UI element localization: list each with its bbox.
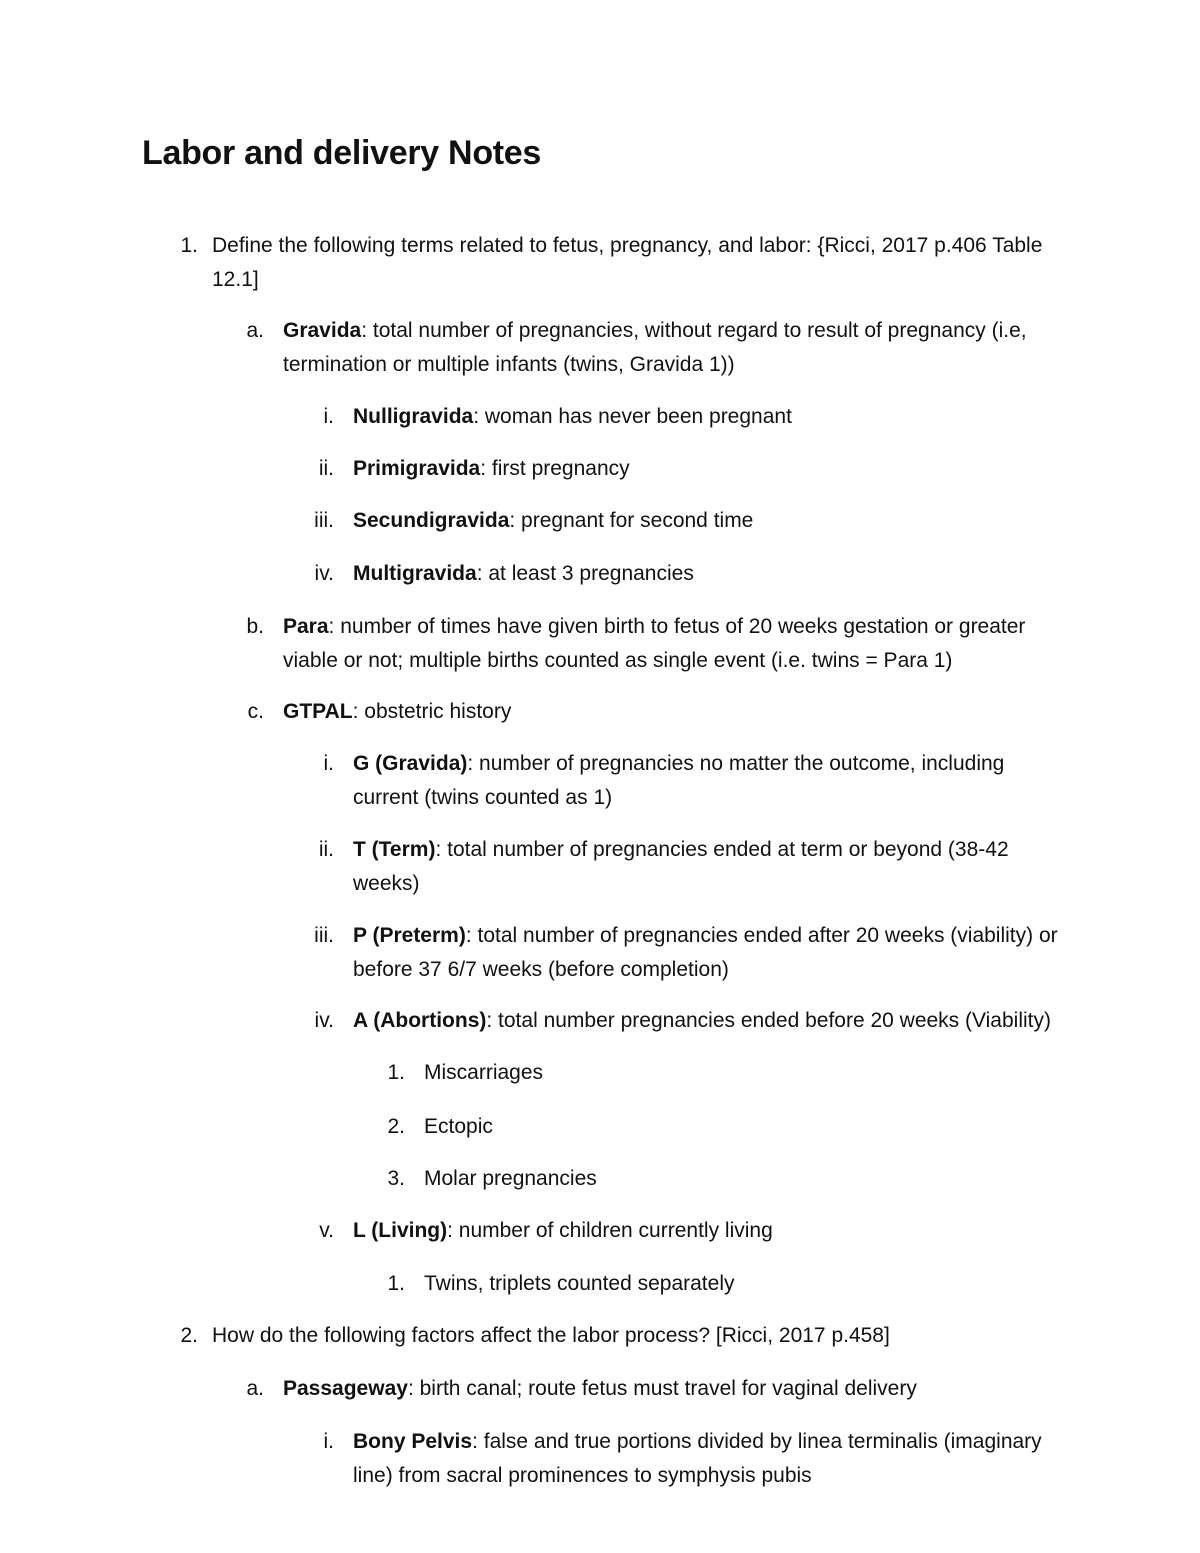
list-item-text [353,919,1058,952]
list-item-text [353,557,694,590]
list-item-continuation: 12.1] [212,268,259,291]
list-marker: a. [246,319,264,342]
term-label: A (Abortions) [353,1009,487,1032]
list-item-text [353,833,1009,866]
term-definition: : number of times have given birth to fetus of 20 weeks gestation or greater [328,615,1026,638]
list-item-text [353,504,753,537]
term-definition: Molar pregnancies [424,1167,597,1190]
list-item-text [283,610,1025,643]
list-marker: v. [319,1219,334,1242]
list-marker: ii. [318,457,334,480]
list-marker: 1. [387,1272,405,1295]
list-item-text [353,747,1004,780]
term-label: L (Living) [353,1219,448,1242]
list-item-text [353,452,630,485]
list-item-continuation: weeks) [353,872,420,895]
term-definition: : number of children currently living [447,1219,773,1242]
term-definition: : first pregnancy [480,457,630,480]
list-item-text [283,314,1027,347]
term-definition: : number of pregnancies no matter the outcome, including [467,752,1005,775]
list-item-text [212,229,1042,262]
term-definition: Twins, triplets counted separately [424,1272,735,1295]
list-marker: i. [323,405,334,428]
term-definition: : total number of pregnancies, without regard to result of pregnancy (i.e, [361,319,1027,342]
term-label: Gravida [283,319,362,342]
list-marker: iii. [314,924,334,947]
term-definition: : pregnant for second time [509,509,754,532]
term-label: Secundigravida [353,509,510,532]
term-definition: Ectopic [424,1115,493,1138]
list-marker: b. [246,615,264,638]
term-definition: Define the following terms related to fetus, pregnancy, and labor: {Ricci, 2017 p.406 Table [212,234,1043,257]
list-item-continuation: line) from sacral prominences to symphysis pubis [353,1464,812,1487]
list-item-text [212,1319,890,1352]
term-label: T (Term) [353,838,436,861]
list-item-continuation: viable or not; multiple births counted as single event (i.e. twins = Para 1) [283,649,953,672]
term-definition: : birth canal; route fetus must travel for vaginal delivery [407,1377,917,1400]
list-marker: iii. [314,509,334,532]
term-definition: Miscarriages [424,1061,544,1084]
list-item-text [424,1110,493,1143]
term-definition: : woman has never been pregnant [473,405,792,428]
list-marker: 2. [180,1324,198,1347]
list-marker: i. [323,1430,334,1453]
term-definition: : at least 3 pregnancies [476,562,694,585]
term-label: Passageway [283,1377,408,1400]
list-item-text [424,1056,543,1089]
term-label: Bony Pelvis [353,1430,473,1453]
term-definition: : obstetric history [352,700,512,723]
list-marker: c. [247,700,264,723]
list-marker: 3. [387,1167,405,1190]
list-marker: 2. [387,1115,405,1138]
list-item-continuation: before 37 6/7 weeks (before completion) [353,958,729,981]
term-label: Primigravida [353,457,481,480]
list-item-text [353,1214,773,1247]
term-label: GTPAL [283,700,353,723]
list-marker: 1. [180,234,198,257]
term-definition: : total number of pregnancies ended at term or beyond (38-42 [435,838,1009,861]
term-label: Para [283,615,329,638]
term-definition: : total number of pregnancies ended after 20 weeks (viability) or [465,924,1058,947]
list-item-text [283,695,511,728]
term-definition: : false and true portions divided by linea terminalis (imaginary [472,1430,1042,1453]
list-item-continuation: current (twins counted as 1) [353,786,613,809]
list-item-text [353,1425,1042,1458]
page-title: Labor and delivery Notes [142,134,542,172]
list-marker: a. [246,1377,264,1400]
term-label: P (Preterm) [353,924,466,947]
term-definition: : total number pregnancies ended before 20 weeks (Viability) [486,1009,1051,1032]
list-item-text [424,1162,597,1195]
list-marker: ii. [318,838,334,861]
term-label: Nulligravida [353,405,474,428]
list-item-text [283,1372,917,1405]
list-marker: i. [323,752,334,775]
list-marker: iv. [314,562,334,585]
list-marker: 1. [387,1061,405,1084]
list-marker: iv. [314,1009,334,1032]
term-definition: How do the following factors affect the labor process? [Ricci, 2017 p.458] [212,1324,890,1347]
term-label: G (Gravida) [353,752,468,775]
term-label: Multigravida [353,562,477,585]
list-item-text [353,1004,1051,1037]
list-item-text [353,400,792,433]
list-item-continuation: termination or multiple infants (twins, Gravida 1)) [283,353,735,376]
list-item-text [424,1267,735,1300]
